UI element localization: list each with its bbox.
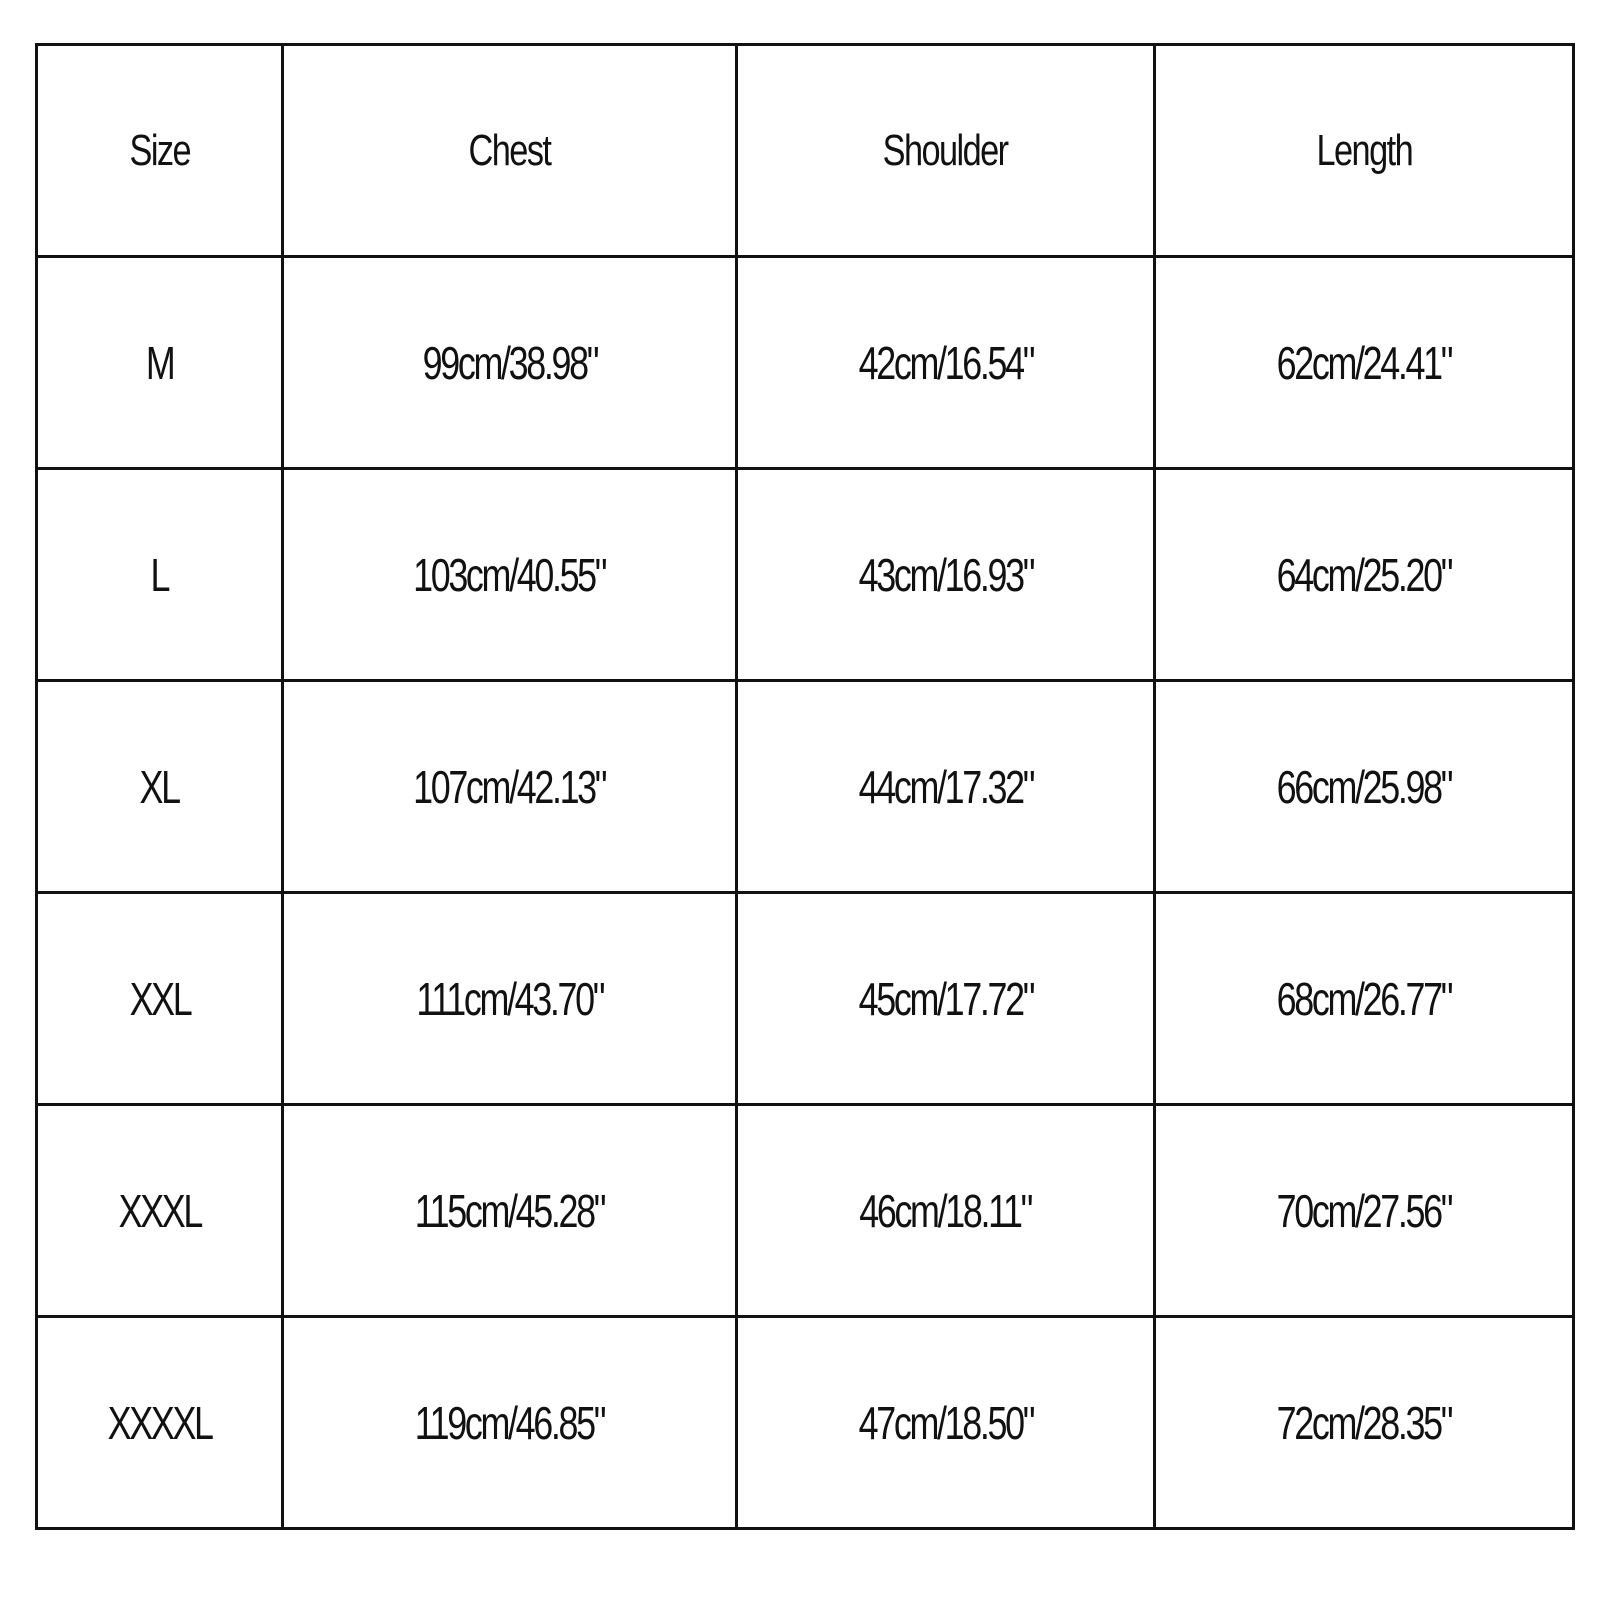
size-cell: XXXL (37, 1105, 283, 1317)
size-cell: L (37, 469, 283, 681)
size-cell: XL (37, 681, 283, 893)
length-cell: 70cm/27.56" (1155, 1105, 1574, 1317)
shoulder-cell: 45cm/17.72" (737, 893, 1155, 1105)
chest-cell: 99cm/38.98" (283, 257, 737, 469)
chest-cell: 111cm/43.70" (283, 893, 737, 1105)
header-row (37, 45, 1574, 257)
table-row (37, 893, 1574, 1105)
shoulder-cell: 46cm/18.11" (737, 1105, 1155, 1317)
size-cell: XXL (37, 893, 283, 1105)
length-cell: 62cm/24.41" (1155, 257, 1574, 469)
table-row (37, 469, 1574, 681)
table-row (37, 681, 1574, 893)
header-length: Length (1155, 45, 1574, 257)
length-cell: 66cm/25.98" (1155, 681, 1574, 893)
shoulder-cell: 42cm/16.54" (737, 257, 1155, 469)
chest-cell: 103cm/40.55" (283, 469, 737, 681)
header-size: Size (37, 45, 283, 257)
size-chart-table (35, 43, 1575, 1530)
shoulder-cell: 43cm/16.93" (737, 469, 1155, 681)
length-cell: 68cm/26.77" (1155, 893, 1574, 1105)
header-chest: Chest (283, 45, 737, 257)
table-row (37, 257, 1574, 469)
length-cell: 64cm/25.20" (1155, 469, 1574, 681)
chest-cell: 115cm/45.28" (283, 1105, 737, 1317)
size-cell: M (37, 257, 283, 469)
chest-cell: 119cm/46.85" (283, 1317, 737, 1529)
size-cell: XXXXL (37, 1317, 283, 1529)
length-cell: 72cm/28.35" (1155, 1317, 1574, 1529)
table-row (37, 1105, 1574, 1317)
chest-cell: 107cm/42.13" (283, 681, 737, 893)
shoulder-cell: 44cm/17.32" (737, 681, 1155, 893)
header-shoulder: Shoulder (737, 45, 1155, 257)
shoulder-cell: 47cm/18.50" (737, 1317, 1155, 1529)
table-row (37, 1317, 1574, 1529)
